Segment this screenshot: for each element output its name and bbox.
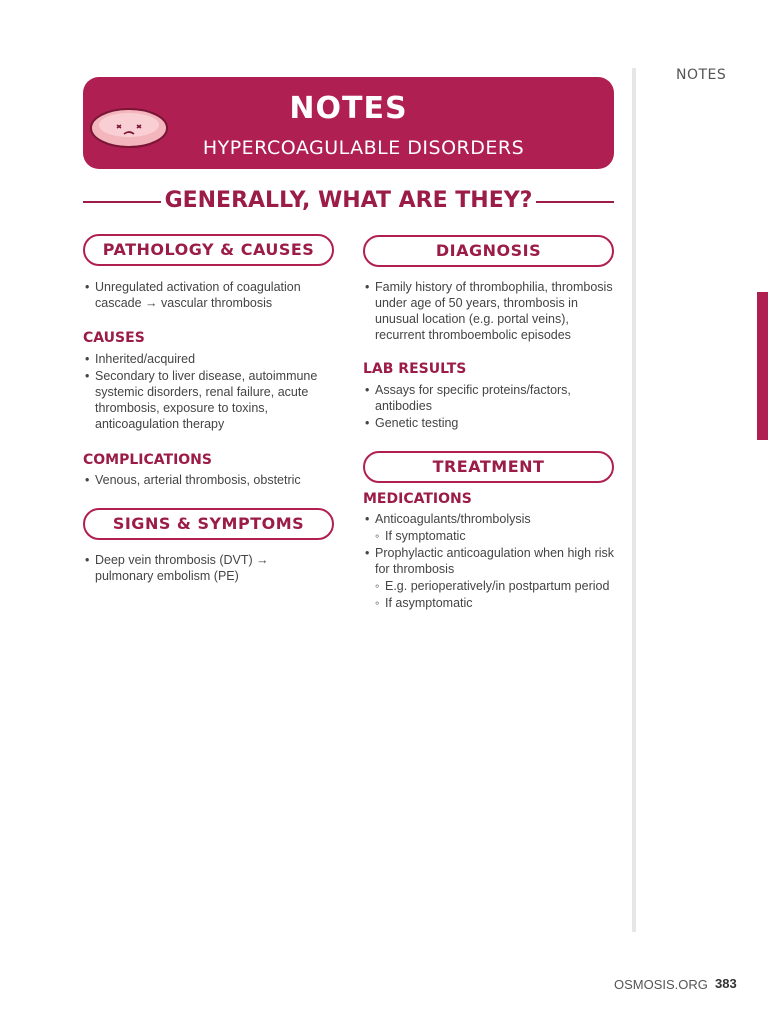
list-item: • Venous, arterial thrombosis, obstetric (85, 472, 330, 488)
medications-heading: MEDICATIONS (363, 491, 472, 507)
pathology-list (85, 279, 325, 312)
list-item: • Unregulated activation of coagulation cascade → vascular thrombosis (85, 279, 325, 311)
title-banner (83, 77, 614, 169)
section-heading (83, 186, 614, 218)
list-subitem: ◦ If symptomatic (365, 528, 620, 544)
causes-heading: CAUSES (83, 330, 145, 346)
diagnosis-pill: DIAGNOSIS (363, 235, 614, 267)
treatment-pill: TREATMENT (363, 451, 614, 483)
pathology-causes-pill: PATHOLOGY & CAUSES (83, 234, 334, 266)
sidebar-notes-label: NOTES (676, 67, 727, 83)
heading-rule-right (536, 201, 614, 203)
section-heading-text: GENERALLY, WHAT ARE THEY? (164, 188, 533, 213)
footer-site: OSMOSIS.ORG (614, 977, 708, 992)
lab-results-heading: LAB RESULTS (363, 361, 467, 377)
signs-list (85, 552, 330, 585)
chapter-tab (757, 292, 768, 440)
diagnosis-list (365, 279, 615, 344)
lab-results-list (365, 382, 615, 432)
banner-title: NOTES (289, 91, 408, 126)
page-number: 383 (715, 976, 737, 991)
causes-list (85, 351, 325, 433)
list-subitem: ◦ If asymptomatic (365, 595, 620, 611)
medications-list (365, 511, 620, 612)
list-subitem: ◦ E.g. perioperatively/in postpartum period (365, 578, 620, 594)
list-item: • Assays for specific proteins/factors, antibodies (365, 382, 615, 414)
list-item: • Genetic testing (365, 415, 615, 431)
list-item: • Anticoagulants/thrombolysis (365, 511, 620, 527)
list-item: • Deep vein thrombosis (DVT) → pulmonary embolism (PE) (85, 552, 330, 584)
complications-heading: COMPLICATIONS (83, 452, 212, 468)
complications-list (85, 472, 330, 489)
list-item: • Secondary to liver disease, autoimmune systemic disorders, renal failure, acute thrombosis, exposure to toxins, anticoagulation therapy (85, 368, 325, 432)
list-item: • Inherited/acquired (85, 351, 325, 367)
sidebar-divider (632, 68, 636, 932)
signs-symptoms-pill: SIGNS & SYMPTOMS (83, 508, 334, 540)
banner-subtitle: HYPERCOAGULABLE DISORDERS (202, 137, 525, 159)
list-item: • Prophylactic anticoagulation when high risk for thrombosis (365, 545, 620, 577)
list-item: • Family history of thrombophilia, thrombosis under age of 50 years, thrombosis in unusual location (e.g. portal veins), recurrent thromboembolic episodes (365, 279, 615, 343)
